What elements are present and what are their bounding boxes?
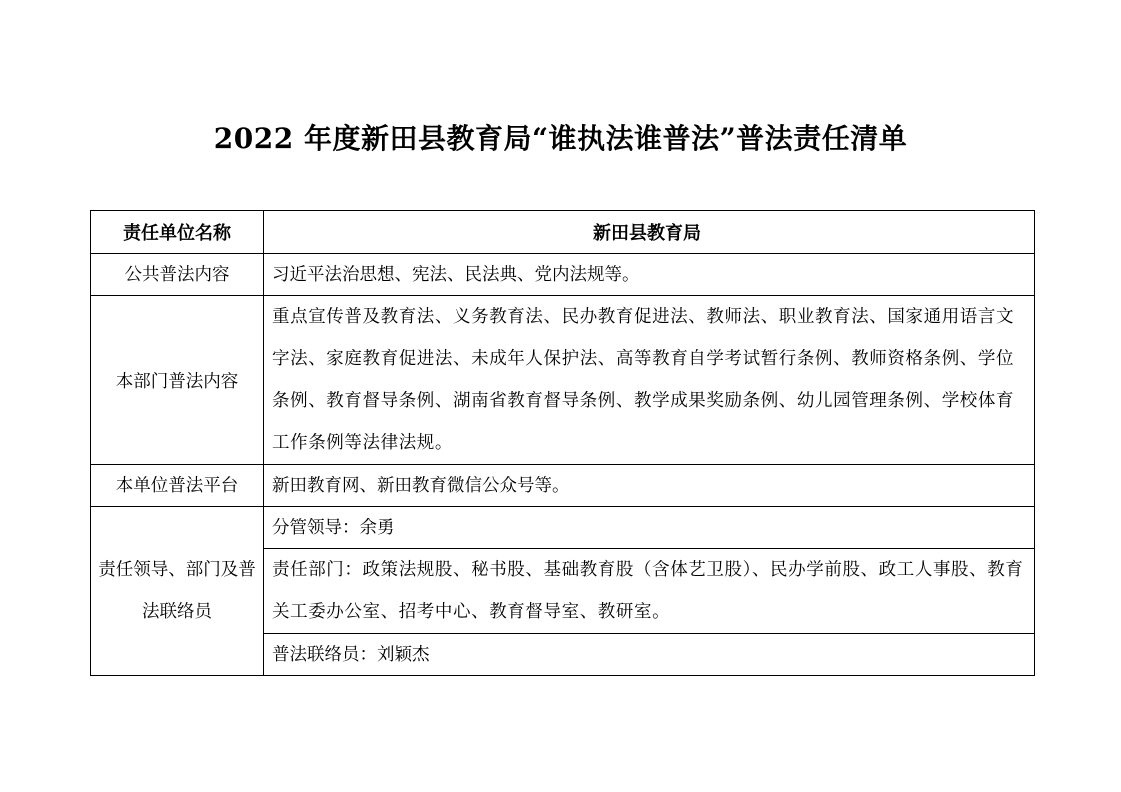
header-label-cell: 责任单位名称 [91,211,264,254]
table-row [91,296,1035,465]
department-content-value: 重点宣传普及教育法、义务教育法、民办教育促进法、教师法、职业教育法、国家通用语言文字法、家庭教育促进法、未成年人保护法、高等教育自学考试暂行条例、教师资格条例、学位条例、教育督导条例、湖南省教育督导条例、教学成果奖励条例、幼儿园管理条例、学校体育工作条例等法律法规。 [264,296,1035,465]
responsibility-table [90,210,1035,676]
public-content-value: 习近平法治思想、宪法、民法典、党内法规等。 [264,254,1035,296]
table-header-row [91,211,1035,254]
departments-value: 责任部门：政策法规股、秘书股、基础教育股（含体艺卫股）、民办学前股、政工人事股、教育关工委办公室、招考中心、教育督导室、教研室。 [264,549,1035,634]
header-value-cell: 新田县教育局 [264,211,1035,254]
table-row [91,507,1035,549]
responsibility-label: 责任领导、部门及普法联络员 [91,507,264,676]
table-row [91,254,1035,296]
leader-value: 分管领导：余勇 [264,507,1035,549]
table-row [91,465,1035,507]
platform-value: 新田教育网、新田教育微信公众号等。 [264,465,1035,507]
liaison-value: 普法联络员：刘颖杰 [264,634,1035,676]
public-content-label: 公共普法内容 [91,254,264,296]
document-title: 2022 年度新田县教育局“谁执法谁普法”普法责任清单 [213,122,908,155]
department-content-label: 本部门普法内容 [91,296,264,465]
platform-label: 本单位普法平台 [91,465,264,507]
